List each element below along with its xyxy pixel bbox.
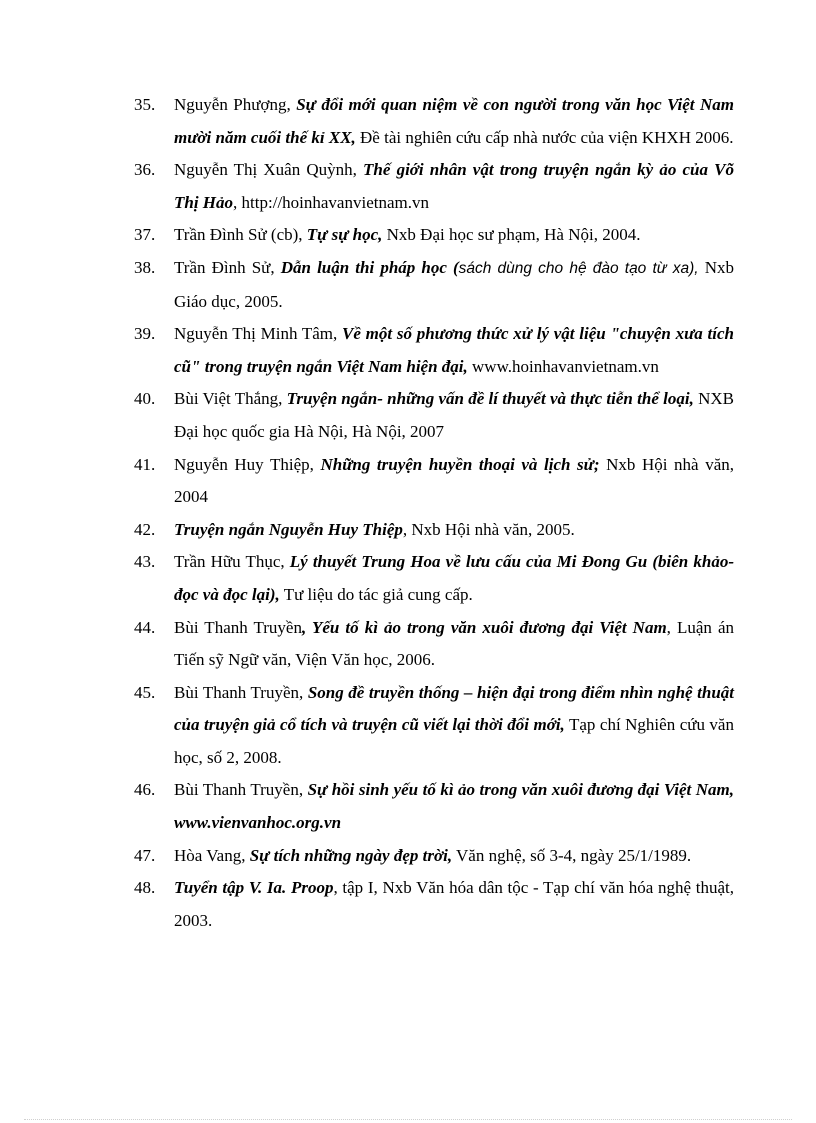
reference-text: Trần Đình Sử (cb),	[174, 225, 307, 245]
reference-title: Dẫn luận thi pháp học (	[280, 257, 459, 277]
reference-title: Tuyển tập V. Ia. Proop	[174, 878, 334, 898]
reference-text: , Luận án Tiến sỹ Ngữ văn, Viện Văn học, 2006.	[174, 617, 734, 670]
reference-number: 35.	[134, 95, 156, 114]
reference-number: 39.	[134, 324, 156, 344]
reference-number: 47.	[134, 845, 156, 865]
reference-text: Nguyễn Thị Minh Tâm,	[174, 324, 343, 344]
page-bottom-divider	[24, 1119, 792, 1120]
reference-text: Nguyễn Thị Xuân Quỳnh,	[174, 160, 364, 180]
reference-number: 44.	[134, 617, 156, 637]
reference-title: Truyện ngắn- những vấn đề lí thuyết và thực tiễn thể loại,	[286, 389, 694, 409]
reference-title: Về một số phương thức xử lý vật liệu "chuyện xưa tích cũ" trong truyện ngắn Việt Nam hiện đại,	[174, 324, 734, 376]
reference-item	[134, 774, 734, 839]
reference-text: Văn nghệ, số 3-4, ngày 25/1/1989.	[452, 845, 692, 865]
reference-title: , Yếu tố kì ảo trong văn xuôi đương đại Việt Nam	[301, 617, 667, 637]
reference-title: Sự đổi mới quan niệm về con người trong văn học Việt Nam mười năm cuối thế kỉ XX,	[174, 95, 734, 147]
reference-text: Tạp chí Nghiên cứu văn học, số 2, 2008.	[174, 715, 734, 767]
reference-text: , tập I, Nxb Văn hóa dân tộc - Tạp chí văn hóa nghệ thuật, 2003.	[174, 878, 734, 930]
reference-item	[134, 449, 734, 514]
reference-item	[134, 677, 734, 775]
reference-number: 45.	[134, 682, 156, 702]
reference-item	[134, 252, 734, 318]
reference-item	[134, 546, 734, 611]
reference-number: 42.	[134, 519, 156, 539]
reference-text: sách dùng cho hệ đào tạo từ xa),	[458, 259, 699, 277]
reference-text: Nxb Hội nhà văn, 2004	[174, 454, 734, 507]
reference-text: www.hoinhavanvietnam.vn	[467, 356, 659, 376]
reference-number: 37.	[134, 225, 156, 245]
reference-number: 43.	[134, 552, 156, 572]
reference-text: , http://hoinhavanvietnam.vn	[233, 192, 429, 212]
reference-item	[134, 318, 734, 383]
reference-title: Song đề truyền thống – hiện đại trong điểm nhìn nghệ thuật của truyện giả cổ tích và truyện cũ viết lại thời đổi mới,	[174, 682, 734, 735]
reference-item	[134, 219, 734, 252]
reference-title: Những truyện huyền thoại và lịch sử;	[320, 454, 600, 474]
reference-item	[134, 872, 734, 937]
reference-text: Trần Đình Sử,	[174, 257, 281, 277]
reference-number: 41.	[134, 454, 156, 474]
reference-item	[134, 383, 734, 448]
reference-item	[134, 514, 734, 547]
reference-text: Nxb Đại học sư phạm, Hà Nội, 2004.	[382, 225, 641, 245]
reference-text: Hòa Vang,	[174, 845, 250, 865]
reference-item	[134, 612, 734, 677]
reference-text: , Nxb Hội nhà văn, 2005.	[402, 519, 575, 539]
reference-text: Nguyễn Huy Thiệp,	[174, 454, 321, 474]
reference-title: Truyện ngắn Nguyễn Huy Thiệp	[174, 519, 403, 539]
reference-text: Bùi Thanh Truyền	[174, 617, 302, 637]
reference-number: 46.	[134, 780, 156, 800]
reference-text: NXB Đại học quốc gia Hà Nội, Hà Nội, 2007	[174, 389, 734, 441]
reference-text: Bùi Thanh Truyền,	[174, 780, 308, 800]
reference-title: Thế giới nhân vật trong truyện ngắn kỳ ảo của Võ Thị Hảo	[174, 160, 734, 212]
reference-title: Lý thuyết Trung Hoa về lưu cấu của Mi Đong Gu (biên khảo- đọc và đọc lại),	[174, 552, 734, 604]
reference-text: Nguyễn Phượng,	[174, 95, 297, 114]
reference-text: Tư liệu do tác giả cung cấp.	[279, 584, 473, 604]
reference-item	[134, 89, 734, 154]
reference-text: Đề tài nghiên cứu cấp nhà nước của viện KHXH 2006.	[355, 127, 734, 147]
reference-text: Nxb Giáo dục, 2005.	[174, 257, 734, 311]
reference-item	[134, 840, 734, 873]
reference-number: 36.	[134, 160, 156, 180]
reference-text: Bùi Thanh Truyền,	[174, 682, 308, 702]
reference-number: 48.	[134, 878, 156, 898]
reference-title: Sự tích những ngày đẹp trời,	[249, 845, 453, 865]
reference-number: 38.	[134, 257, 156, 277]
reference-item	[134, 154, 734, 219]
reference-number: 40.	[134, 389, 156, 409]
reference-text: Trần Hữu Thục,	[174, 552, 290, 572]
reference-list	[134, 89, 734, 937]
reference-text: Bùi Việt Thắng,	[174, 389, 287, 409]
reference-title: Tự sự học,	[306, 225, 383, 245]
reference-title: Sự hồi sinh yếu tố kì ảo trong văn xuôi đương đại Việt Nam, www.vienvanhoc.org.vn	[174, 780, 735, 833]
